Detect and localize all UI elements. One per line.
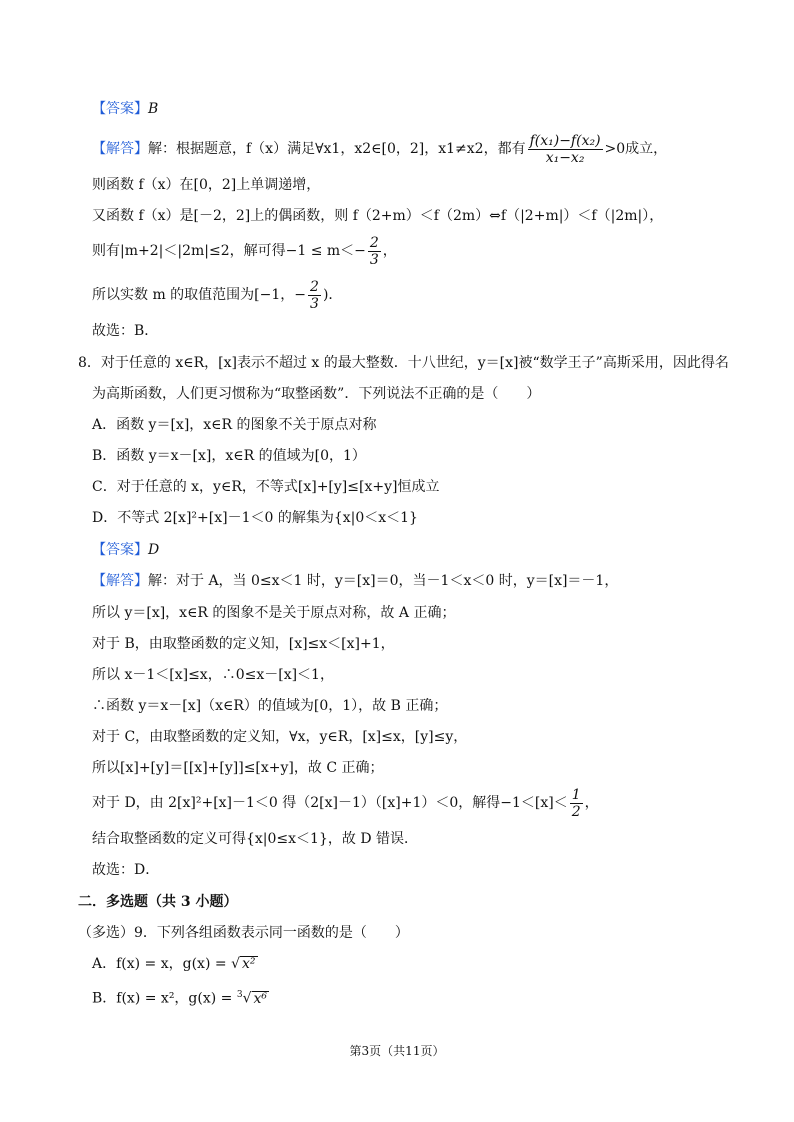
radicand: x⁶: [253, 990, 268, 1007]
q8-sol-text: ，: [584, 795, 599, 811]
q7-sol-text: )．: [322, 287, 343, 303]
answer-label: 【答案】: [92, 542, 148, 558]
q7-sol-text: 则有|m+2|＜|2m|≤2，解可得−1 ≤ m＜−: [92, 243, 366, 259]
page-footer: 第3页（共11页）: [349, 1044, 445, 1058]
q7-fraction: [368, 235, 381, 268]
q7-solution-line4: [92, 234, 397, 268]
root-index: 3: [236, 990, 243, 1000]
q7-fraction: [528, 133, 603, 166]
q9-option-a: [92, 953, 258, 975]
q7-sol-text: f（x）满足∀x1，x2∈[0，2]，x1≠x2，都有: [246, 141, 526, 157]
q8-option-a: A．函数 y＝[x]，x∈R 的图象不关于原点对称: [92, 417, 377, 433]
q8-solution-line7: 所以[x]+[y]＝[[x]+[y]]≤[x+y]，故 C 正确；: [92, 760, 384, 776]
q8-conclusion: 故选：D．: [92, 862, 160, 878]
fraction-denominator: x₁−x₂: [545, 149, 585, 166]
solution-label: 【解答】: [92, 573, 148, 589]
fraction-numerator: 1: [571, 786, 581, 803]
q9-option-text: A．f(x) = x，g(x) =: [92, 956, 232, 972]
q7-solution-line1: [92, 132, 667, 166]
q8-fraction: [570, 787, 583, 820]
q8-solution-line4: 所以 x－1＜[x]≤x，∴0≤x－[x]＜1，: [92, 667, 334, 683]
q7-solution-line2: 则函数 f（x）在[0，2]上单调递增，: [92, 177, 321, 193]
q9-option-text: B．f(x) = x²，g(x) =: [92, 990, 237, 1007]
q8-stem-line2: 为高斯函数，人们更习惯称为“取整函数”．下列说法不正确的是（ ）: [92, 386, 541, 402]
q8-sol-text: 对于 D，由 2[x]²+[x]－1＜0 得（2[x]－1）（[x]+1）＜0，解得−1＜[x]＜: [92, 795, 568, 811]
q8-solution-line6: 对于 C，由取整函数的定义知，∀x，y∈R，[x]≤x，[y]≤y，: [92, 729, 468, 745]
q8-solution-line2: 所以 y＝[x]，x∈R 的图象不是关于原点对称，故 A 正确；: [92, 605, 456, 621]
q7-fraction: [308, 279, 321, 312]
q8-option-c: C．对于任意的 x，y∈R，不等式[x]+[y]≤[x+y]恒成立: [92, 479, 440, 495]
fraction-denominator: 2: [571, 803, 581, 820]
q7-conclusion: 故选：B．: [92, 323, 159, 339]
q8-solution-line8: [92, 786, 599, 820]
section-heading: 二．多选题（共 3 小题）: [78, 894, 238, 910]
sqrt-icon: √: [242, 990, 252, 1007]
q7-answer: B: [148, 101, 159, 117]
q7-solution-line3: 又函数 f（x）是[－2，2]上的偶函数，则 f（2+m）＜f（2m）⇔f（|2+m|）＜f（|2m|），: [92, 208, 664, 224]
q7-answer-line: [92, 98, 158, 120]
q8-sol-text: 解：对于 A，当 0≤x＜1 时，y＝[x]＝0，当－1＜x＜0 时，y＝[x]＝－1，: [148, 573, 619, 589]
fraction-numerator: 2: [369, 234, 379, 251]
q8-solution-line9: 结合取整函数的定义可得{x|0≤x＜1}，故 D 错误．: [92, 831, 418, 847]
fraction-denominator: 3: [310, 295, 319, 312]
q7-sol-text: 所以实数 m 的取值范围为[−1，−: [92, 287, 307, 303]
answer-label: 【答案】: [92, 101, 148, 117]
q9-option-b: [92, 984, 269, 1010]
radicand: x²: [241, 956, 256, 972]
fraction-numerator: 2: [310, 278, 319, 295]
q8-option-d: D．不等式 2[x]²+[x]－1＜0 的解集为{x|0＜x＜1}: [92, 510, 418, 526]
q8-answer-line: [92, 539, 159, 561]
q8-stem-line1: 8．对于任意的 x∈R，[x]表示不超过 x 的最大整数．十八世纪，y＝[x]被“数学王子”高斯采用，因此得名: [78, 355, 729, 371]
q7-sol-text: ，: [382, 243, 397, 259]
solution-label: 【解答】: [92, 141, 148, 157]
q8-solution-line3: 对于 B，由取整函数的定义知，[x]≤x＜[x]+1，: [92, 636, 395, 652]
q8-solution-line1: [92, 570, 618, 592]
q7-sol-text: >0成立，: [604, 141, 668, 157]
fraction-denominator: 3: [369, 251, 379, 268]
q8-answer: D: [148, 542, 160, 558]
q7-sol-text: 解：根据题意，: [148, 141, 246, 157]
sqrt-icon: √: [231, 956, 240, 972]
q8-option-b: B．函数 y＝x－[x]，x∈R 的值域为[0，1）: [92, 448, 366, 464]
q8-solution-line5: ∴函数 y＝x－[x]（x∈R）的值域为[0，1），故 B 正确；: [92, 698, 448, 714]
q7-solution-line5: [92, 278, 342, 312]
fraction-numerator: f(x₁)−f(x₂): [529, 132, 601, 149]
q9-stem: （多选）9．下列各组函数表示同一函数的是（ ）: [78, 925, 409, 941]
